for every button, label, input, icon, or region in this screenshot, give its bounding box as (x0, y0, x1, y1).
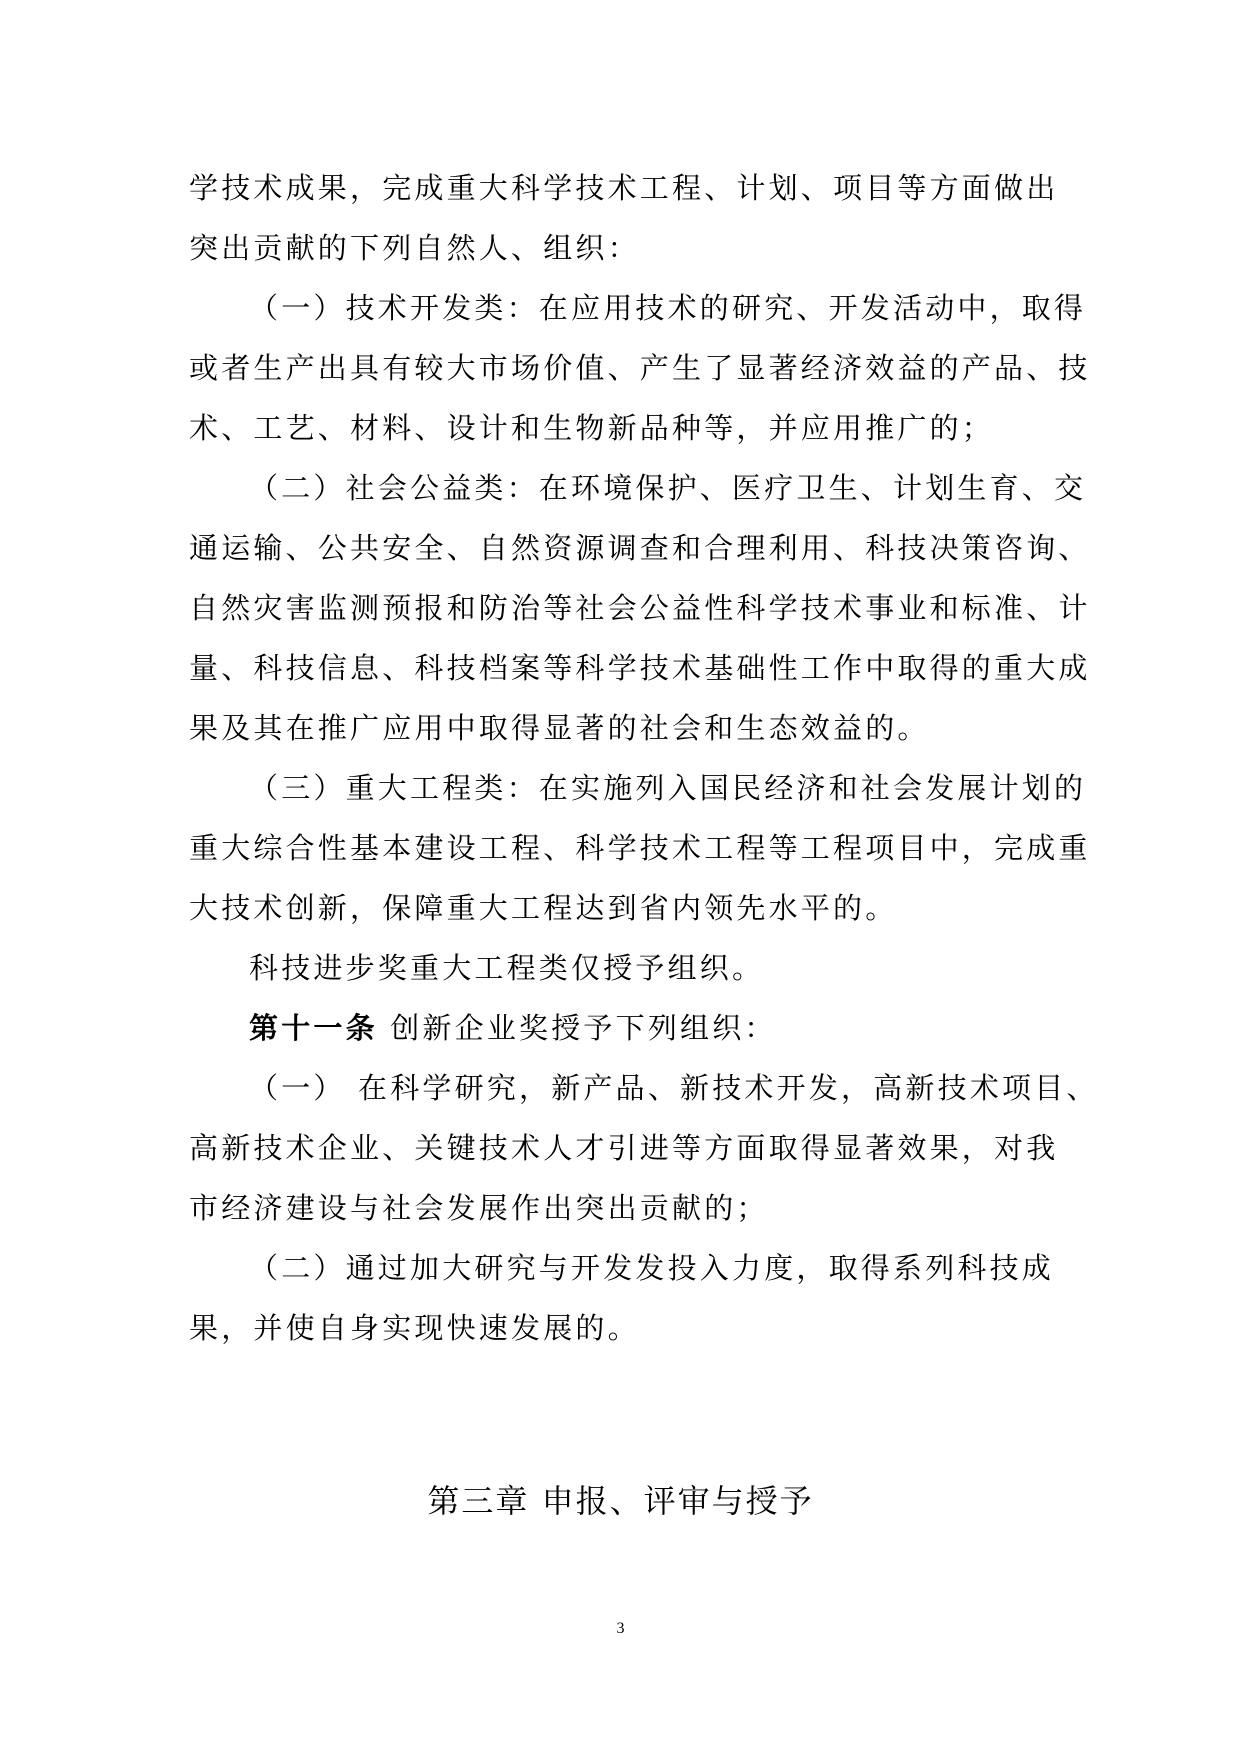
paragraph-line: 大技术创新，保障重大工程达到省内领先水平的。 (189, 891, 898, 925)
paragraph-line: 果，并使自身实现快速发展的。 (189, 1311, 640, 1345)
paragraph-line: 重大综合性基本建设工程、科学技术工程等工程项目中，完成重 (189, 831, 1091, 865)
paragraph-line: 突出贡献的下列自然人、组织： (189, 231, 640, 265)
paragraph-line: 量、科技信息、科技档案等科学技术基础性工作中取得的重大成 (189, 651, 1091, 685)
paragraph-line: 或者生产出具有较大市场价值、产生了显著经济效益的产品、技 (189, 351, 1091, 385)
paragraph-line: 市经济建设与社会发展作出突出贡献的； (189, 1191, 769, 1225)
paragraph-line: （二）通过加大研究与开发发投入力度，取得系列科技成 (249, 1251, 1055, 1285)
page-number: 3 (616, 1620, 625, 1637)
paragraph-line: （二）社会公益类：在环境保护、医疗卫生、计划生育、交 (249, 471, 1087, 505)
paragraph-line: 术、工艺、材料、设计和生物新品种等，并应用推广的； (189, 411, 995, 445)
paragraph-line: （一） 在科学研究，新产品、新技术开发，高新技术项目、 (249, 1071, 1099, 1105)
paragraph-line: 自然灾害监测预报和防治等社会公益性科学技术事业和标准、计 (189, 591, 1091, 625)
paragraph-line: 学技术成果，完成重大科学技术工程、计划、项目等方面做出 (189, 171, 1059, 205)
chapter-heading: 第三章 申报、评审与授予 (427, 1482, 814, 1520)
paragraph-line: 果及其在推广应用中取得显著的社会和生态效益的。 (189, 711, 930, 745)
paragraph-line: （三）重大工程类：在实施列入国民经济和社会发展计划的 (249, 771, 1087, 805)
paragraph-line: 科技进步奖重大工程类仅授予组织。 (249, 951, 765, 985)
article-label: 第十一条 (249, 1011, 378, 1045)
paragraph-line: 高新技术企业、关键技术人才引进等方面取得显著效果，对我 (189, 1131, 1059, 1165)
paragraph-line: 通运输、公共安全、自然资源调查和合理利用、科技决策咨询、 (189, 531, 1091, 565)
article-text: 创新企业奖授予下列组织： (390, 1011, 777, 1045)
article-eleven-line (249, 998, 777, 1058)
paragraph-line: （一）技术开发类：在应用技术的研究、开发活动中，取得 (249, 291, 1087, 325)
